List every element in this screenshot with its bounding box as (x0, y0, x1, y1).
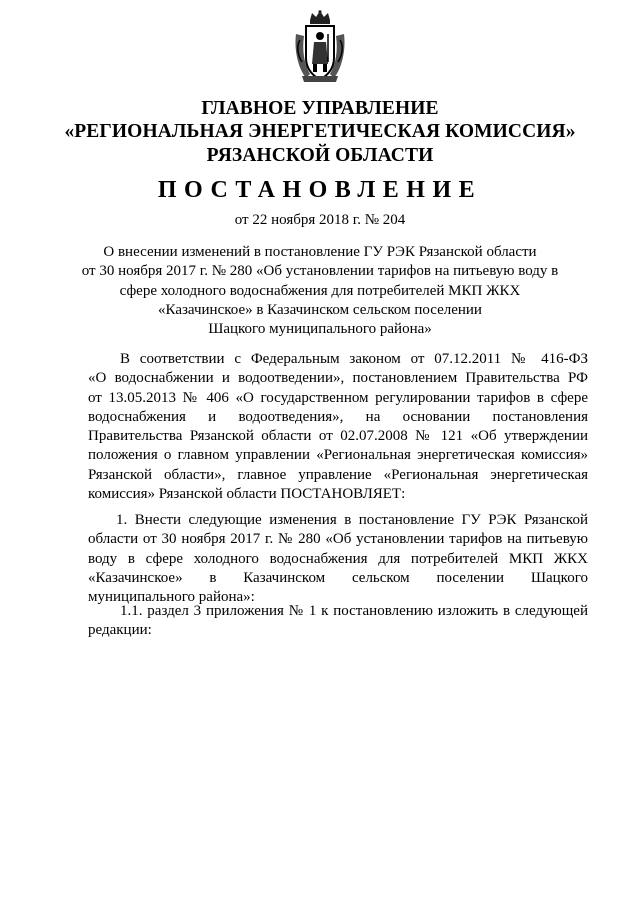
document-subject (40, 243, 600, 339)
subject-line: О внесении изменений в постановление ГУ РЭК Рязанской области (103, 244, 537, 260)
item-1-1-paragraph (88, 602, 588, 641)
preamble-paragraph (88, 350, 588, 504)
paragraph-line: комиссия» Рязанской области ПОСТАНОВЛЯЕТ: (88, 486, 406, 503)
paragraph-line: воду в сфере холодного водоснабжения для потребителей МКП ЖКХ (88, 550, 588, 567)
paragraph-line: положения о главном управлении «Региональная энергетическая комиссия» (88, 447, 588, 464)
paragraph-line: Правительства Рязанской области от 02.07.2008 № 121 «Об утверждении (88, 428, 588, 445)
org-name-line-3: РЯЗАНСКОЙ ОБЛАСТИ (206, 145, 434, 166)
subject-line: от 30 ноября 2017 г. № 280 «Об установлении тарифов на питьевую воду в (81, 263, 559, 280)
document-date-number: от 22 ноября 2018 г. № 204 (234, 212, 406, 228)
paragraph-line: В соответствии с Федеральным законом от 07.12.2011 № 416-ФЗ (120, 351, 588, 367)
paragraph-line: Рязанской области», главное управление «Региональная энергетическая (88, 466, 588, 483)
org-name-line-2: «РЕГИОНАЛЬНАЯ ЭНЕРГЕТИЧЕСКАЯ КОМИССИЯ» (64, 121, 576, 142)
paragraph-line: от 13.05.2013 № 406 «О государственном регулировании тарифов в сфере (88, 389, 588, 406)
paragraph-line: 1. Внести следующие изменения в постановление ГУ РЭК Рязанской (116, 512, 588, 528)
subject-line: Шацкого муниципального района» (208, 321, 432, 338)
paragraph-line: редакции: (88, 622, 152, 639)
document-type-title: ПОСТАНОВЛЕНИЕ (157, 177, 483, 203)
org-name-line-1: ГЛАВНОЕ УПРАВЛЕНИЕ (201, 98, 439, 119)
paragraph-line: водоснабжения и водоотведения», на основании постановления (88, 408, 588, 425)
paragraph-line: «Казачинское» в Казачинском сельском поселении Шацкого (88, 569, 588, 586)
paragraph-line: муниципального района»: (88, 589, 255, 606)
subject-line: сфере холодного водоснабжения для потребителей МКП ЖКХ (119, 282, 521, 299)
coat-of-arms-icon (292, 10, 348, 86)
subject-line: «Казачинское» в Казачинском сельском поселении (158, 301, 482, 318)
paragraph-line: 1.1. раздел 3 приложения № 1 к постановлению изложить в следующей (120, 603, 588, 619)
paragraph-line: области от 30 ноября 2017 г. № 280 «Об установлении тарифов на питьевую (88, 531, 588, 548)
item-1-paragraph (88, 511, 588, 607)
paragraph-line: «О водоснабжении и водоотведении», постановлением Правительства РФ (88, 370, 588, 387)
